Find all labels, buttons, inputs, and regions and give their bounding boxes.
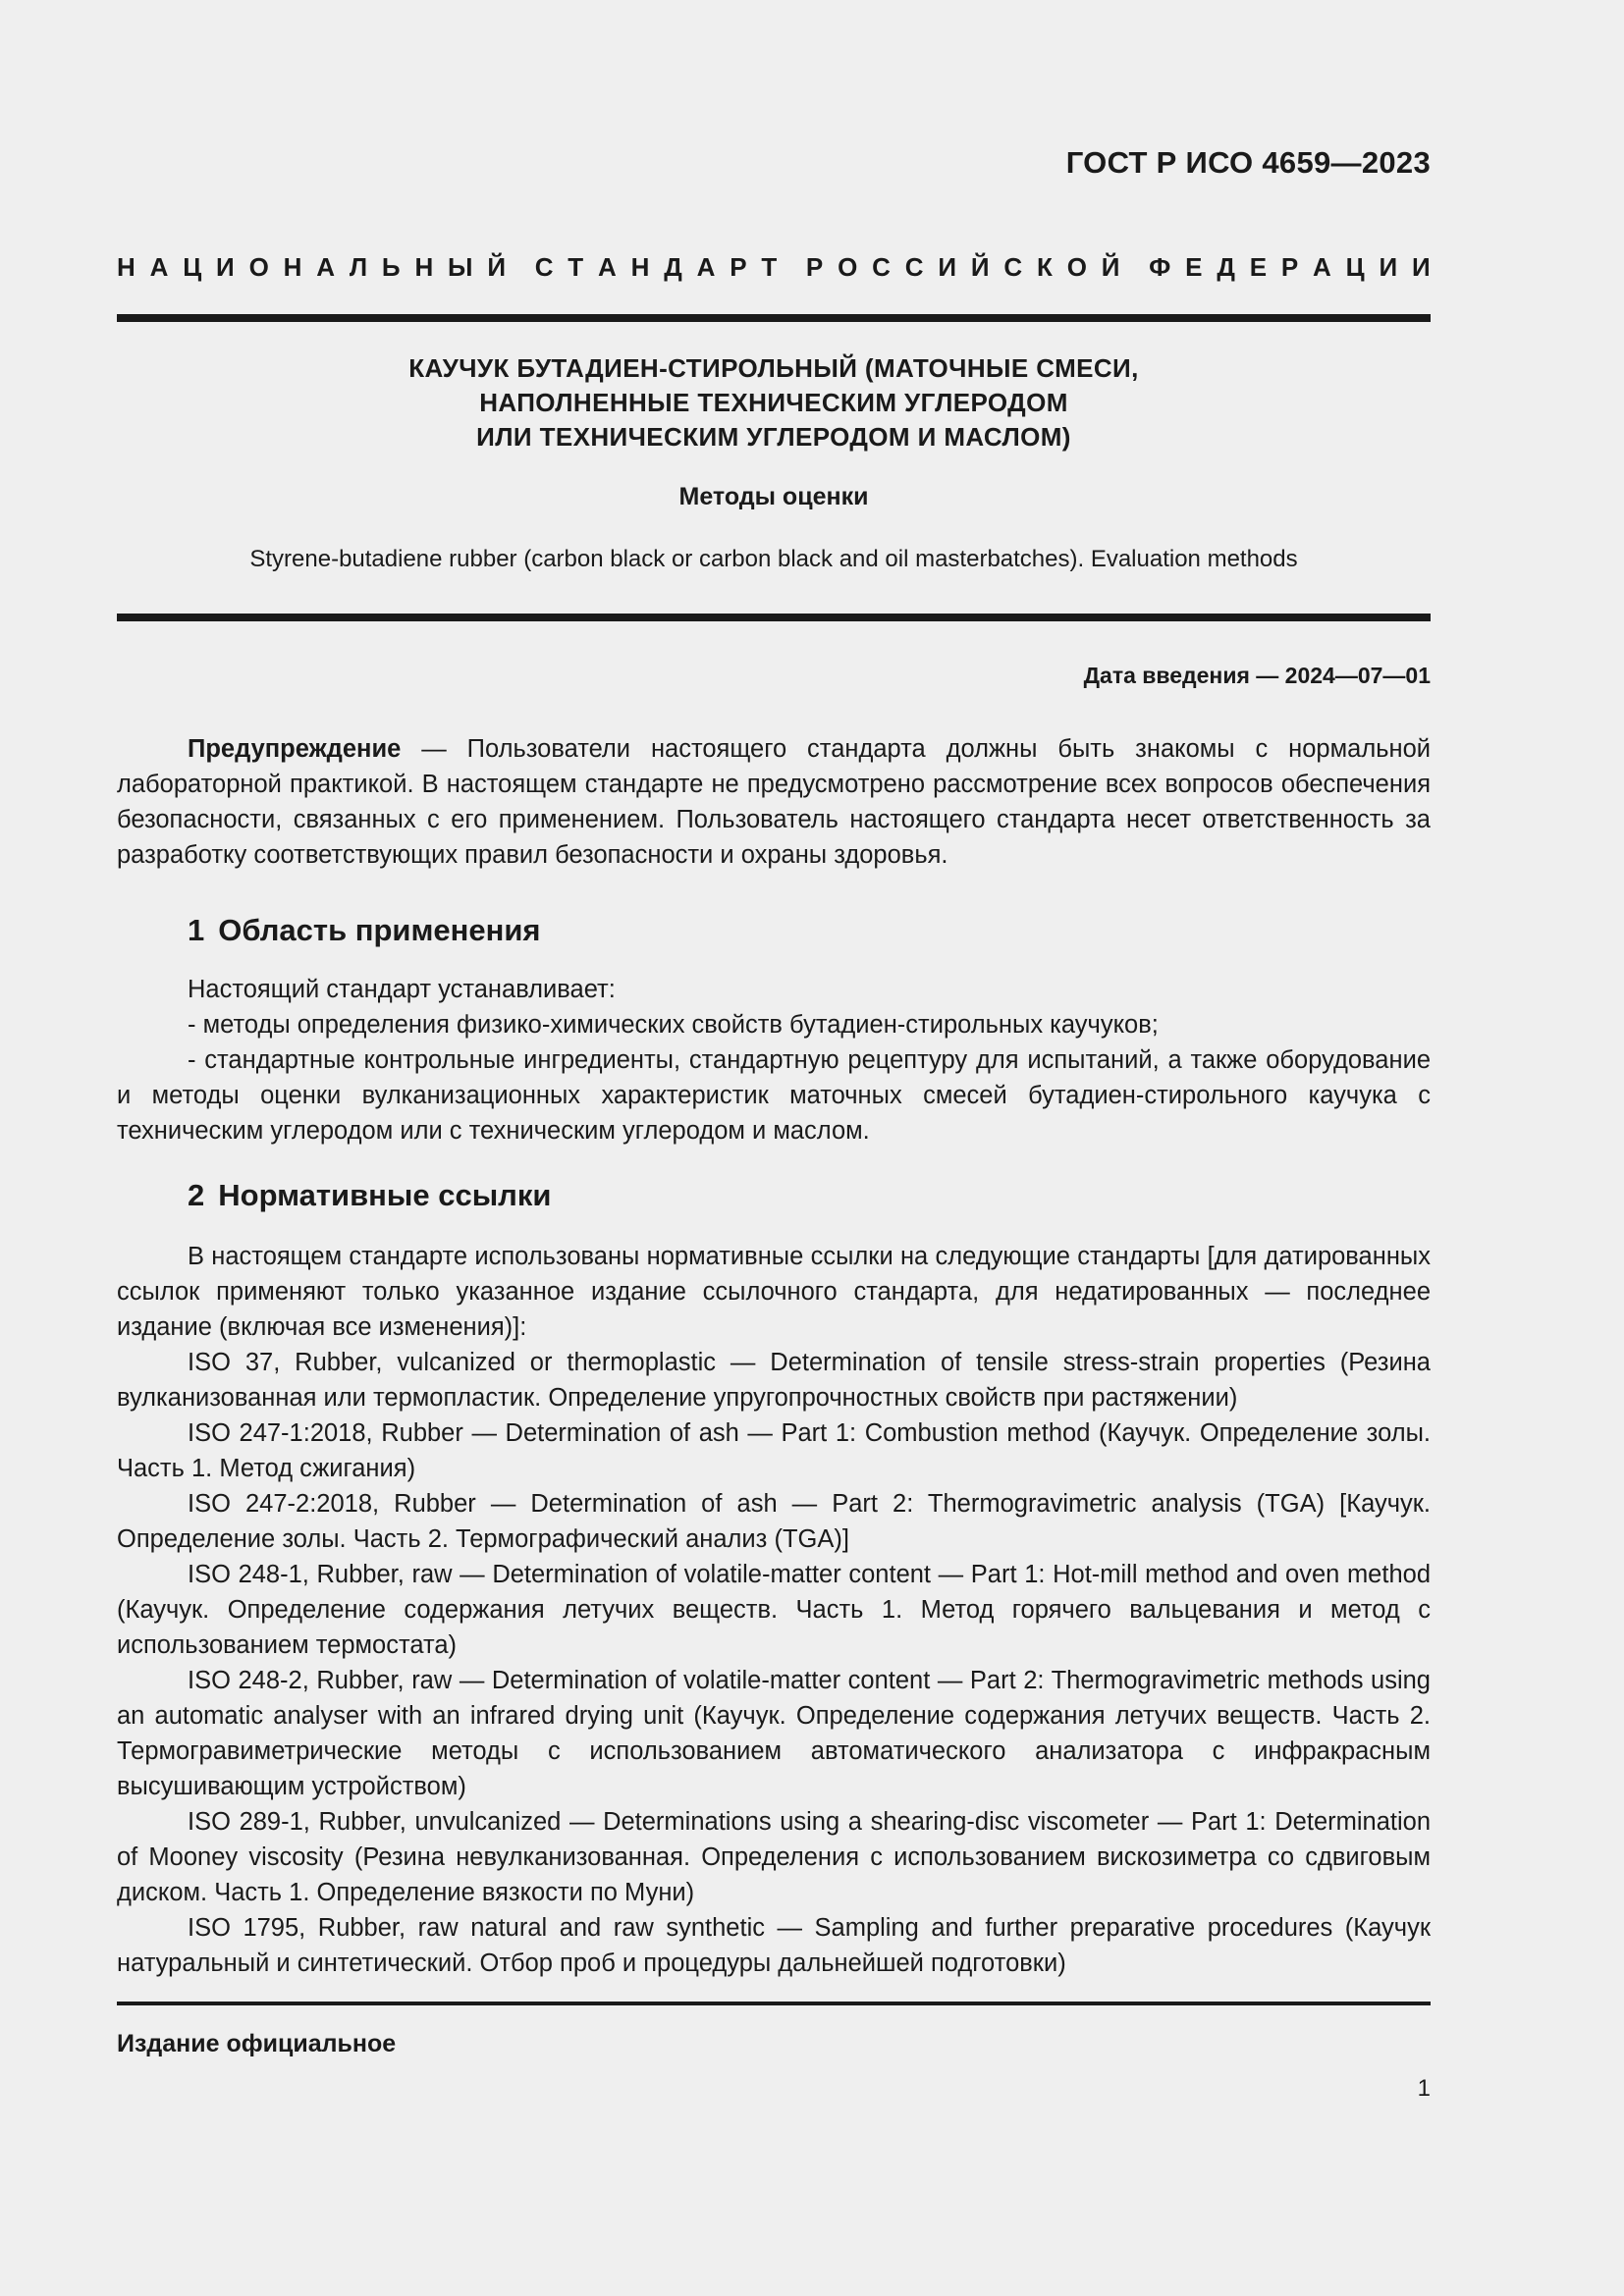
warning-label: Предупреждение [188,735,402,763]
reference-item: ISO 247-2:2018, Rubber — Determination of ash — Part 2: Thermogravimetric analysis (TGA) [Каучук. Определение золы. Часть 2. Термографический анализ (TGA)] [117,1490,1431,1553]
title-line: ИЛИ ТЕХНИЧЕСКИМ УГЛЕРОДОМ И МАСЛОМ) [476,422,1071,452]
document-number: ГОСТ Р ИСО 4659—2023 [1065,145,1431,180]
document-title [117,351,1431,454]
section-1-heading: 1 Область применения [188,913,541,947]
warning-text: — Пользователи настоящего стандарта должны быть знакомы с нормальной лабораторной практикой. В настоящем стандарте не предусмотрено рассмотрение всех вопросов обеспечения безопасности, связанных с его применением. Пользователь настоящего стандарта несет ответственность за разработку соответствующих правил безопасности и охраны здоровья. [117,735,1431,869]
english-title: Styrene-butadiene rubber (carbon black or carbon black and oil masterbatches). Evaluation methods [249,546,1298,572]
section-1-body [117,972,1431,1148]
title-line: НАПОЛНЕННЫЕ ТЕХНИЧЕСКИМ УГЛЕРОДОМ [479,388,1068,417]
section-1-intro: Настоящий стандарт устанавливает: [188,976,616,1003]
official-edition-label: Издание официальное [117,2030,397,2057]
national-standard-heading: Н А Ц И О Н А Л Ь Н Ы Й С Т А Н Д А Р Т Р О С С И Й С К О Й Ф Е Д Е Р А Ц И И [117,252,1431,282]
page-number: 1 [1417,2075,1431,2102]
document-subtitle: Методы оценки [678,483,869,510]
list-item: - стандартные контрольные ингредиенты, стандартную рецептуру для испытаний, а также оборудование и методы оценки вулканизационных характеристик маточных смесей бутадиен-стирольного каучука с техническим углеродом или с техническим углеродом и маслом. [117,1046,1431,1145]
reference-item: ISO 247-1:2018, Rubber — Determination of ash — Part 1: Combustion method (Каучук. Определение золы. Часть 1. Метод сжигания) [117,1419,1431,1482]
reference-item: ISO 1795, Rubber, raw natural and raw synthetic — Sampling and further preparative procedures (Каучук натуральный и синтетический. Отбор проб и процедуры дальнейшей подготовки) [117,1914,1431,1977]
footer-divider [117,2002,1431,2005]
section-2-intro: В настоящем стандарте использованы нормативные ссылки на следующие стандарты [для датированных ссылок применяют только указанное издание ссылочного стандарта, для недатированных — последнее издание (включая все изменения)]: [117,1243,1431,1341]
introduction-date: Дата введения — 2024—07—01 [1083,663,1431,688]
header-divider [117,314,1431,322]
title-line: КАУЧУК БУТАДИЕН-СТИРОЛЬНЫЙ (МАТОЧНЫЕ СМЕСИ, [408,353,1139,383]
title-divider [117,614,1431,621]
warning-paragraph [117,731,1431,873]
section-2-heading: 2 Нормативные ссылки [188,1178,552,1212]
reference-item: ISO 289-1, Rubber, unvulcanized — Determinations using a shearing-disc viscometer — Part 1: Determination of Mooney viscosity (Резина невулканизованная. Определения с использованием вискозиметра со сдвиговым диском. Часть 1. Определение вязкости по Муни) [117,1808,1431,1906]
reference-item: ISO 248-1, Rubber, raw — Determination of volatile-matter content — Part 1: Hot-mill method and oven method (Каучук. Определение содержания летучих веществ. Часть 1. Метод горячего вальцевания и метод с использованием термостата) [117,1561,1431,1659]
reference-item: ISO 248-2, Rubber, raw — Determination of volatile-matter content — Part 2: Thermogravimetric methods using an automatic analyser with an infrared drying unit (Каучук. Определение содержания летучих веществ. Часть 2. Термогравиметрические методы с использованием автоматического анализатора с инфракрасным высушивающим устройством) [117,1667,1431,1800]
reference-item: ISO 37, Rubber, vulcanized or thermoplastic — Determination of tensile stress-strain properties (Резина вулканизованная или термопластик. Определение упругопрочностных свойств при растяжении) [117,1349,1431,1412]
list-item: - методы определения физико-химических свойств бутадиен-стирольных каучуков; [188,1011,1159,1039]
section-2-body [117,1239,1431,1981]
